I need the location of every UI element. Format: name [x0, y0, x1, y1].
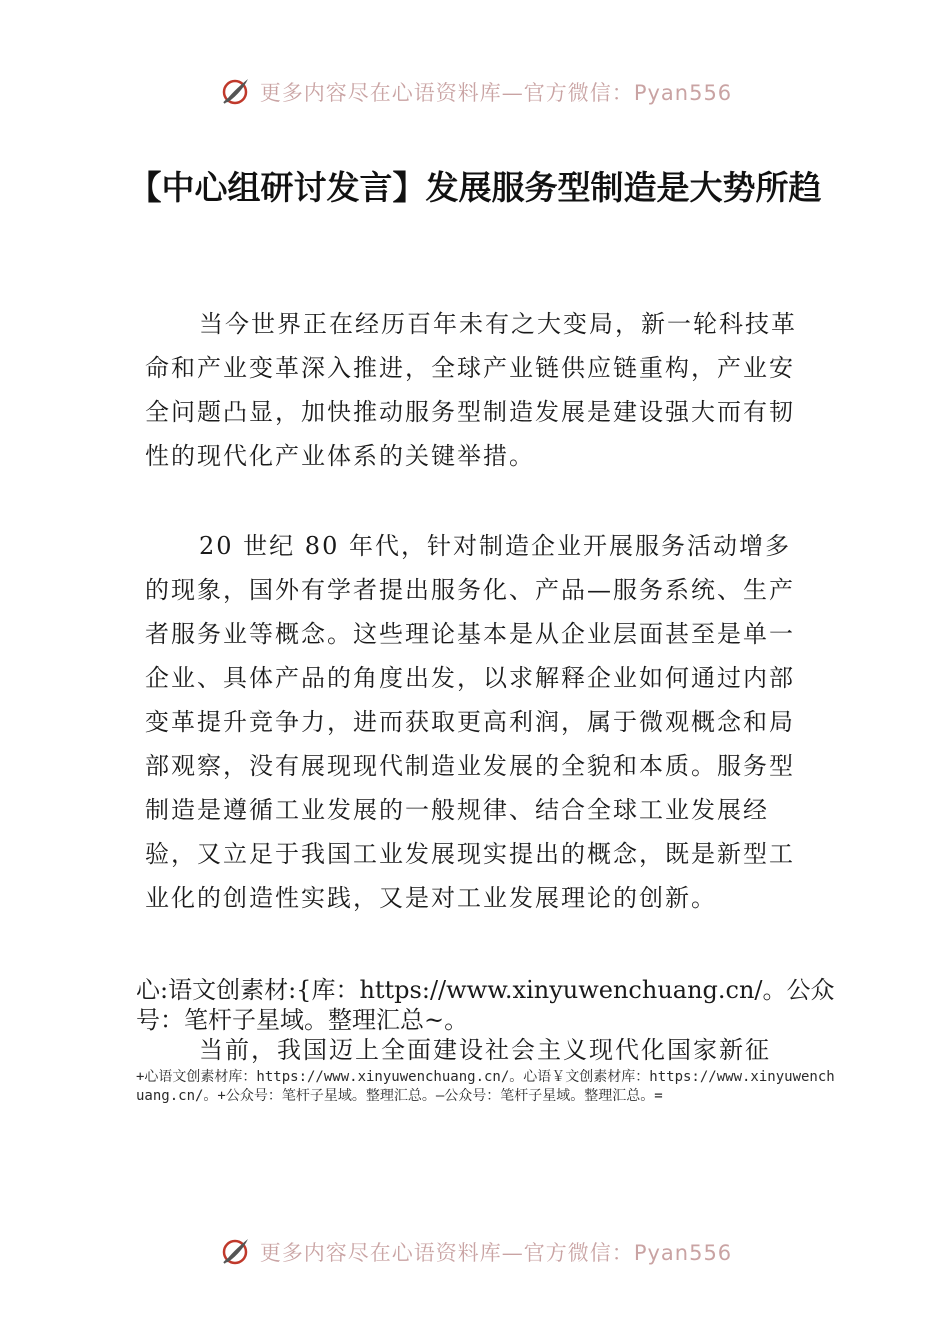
header-banner-text [260, 77, 732, 107]
footer-wechat-id: Pyan556 [633, 1241, 733, 1265]
watermark-small-note: +心语文创素材库：https://www.xinyuwenchuang.cn/。心语￥文创素材库：https://www.xinyuwenchuang.cn/。+公众号：笔杆子星域。整理汇总。—公众号：笔杆子星域。整理汇总。= [136, 1069, 835, 1104]
watermark-line: 心:语文创素材:{库：https://www.xinyuwenchuang.cn/。公众号：笔杆子星域。整理汇总~。 [136, 976, 835, 1034]
paragraph-1: 当今世界正在经历百年未有之大变局，新一轮科技革命和产业变革深入推进，全球产业链供应链重构，产业安全问题凸显，加快推动服务型制造发展是建设强大而有韧性的现代化产业体系的关键举措。 [145, 310, 797, 470]
header-banner-label: 更多内容尽在心语资料库—官方微信： [259, 81, 634, 105]
footer-banner-label: 更多内容尽在心语资料库—官方微信： [259, 1241, 634, 1265]
footer-banner-text [260, 1237, 732, 1267]
page-footer-banner [0, 1232, 950, 1272]
quill-logo-icon [218, 75, 252, 109]
page-header-banner [0, 72, 950, 112]
paragraph-3-start: 当前，我国迈上全面建设社会主义现代化国家新征 [199, 1036, 771, 1064]
paragraph-2: 20 世纪 80 年代，针对制造企业开展服务活动增多的现象，国外有学者提出服务化、产品—服务系统、生产者服务业等概念。这些理论基本是从企业层面甚至是单一企业、具体产品的角度出发，以求解释企业如何通过内部变革提升竞争力，进而获取更高利润，属于微观概念和局部观察，没有展现现代制造业发展的全貌和本质。服务型制造是遵循工业发展的一般规律、结合全球工业发展经验，又立足于我国工业发展现实提出的概念，既是新型工业化的创造性实践，又是对工业发展理论的创新。 [145, 532, 795, 912]
document-title: 【中心组研讨发言】发展服务型制造是大势所趋 [128, 168, 822, 207]
header-wechat-id: Pyan556 [633, 81, 733, 105]
quill-logo-icon [218, 1235, 252, 1269]
